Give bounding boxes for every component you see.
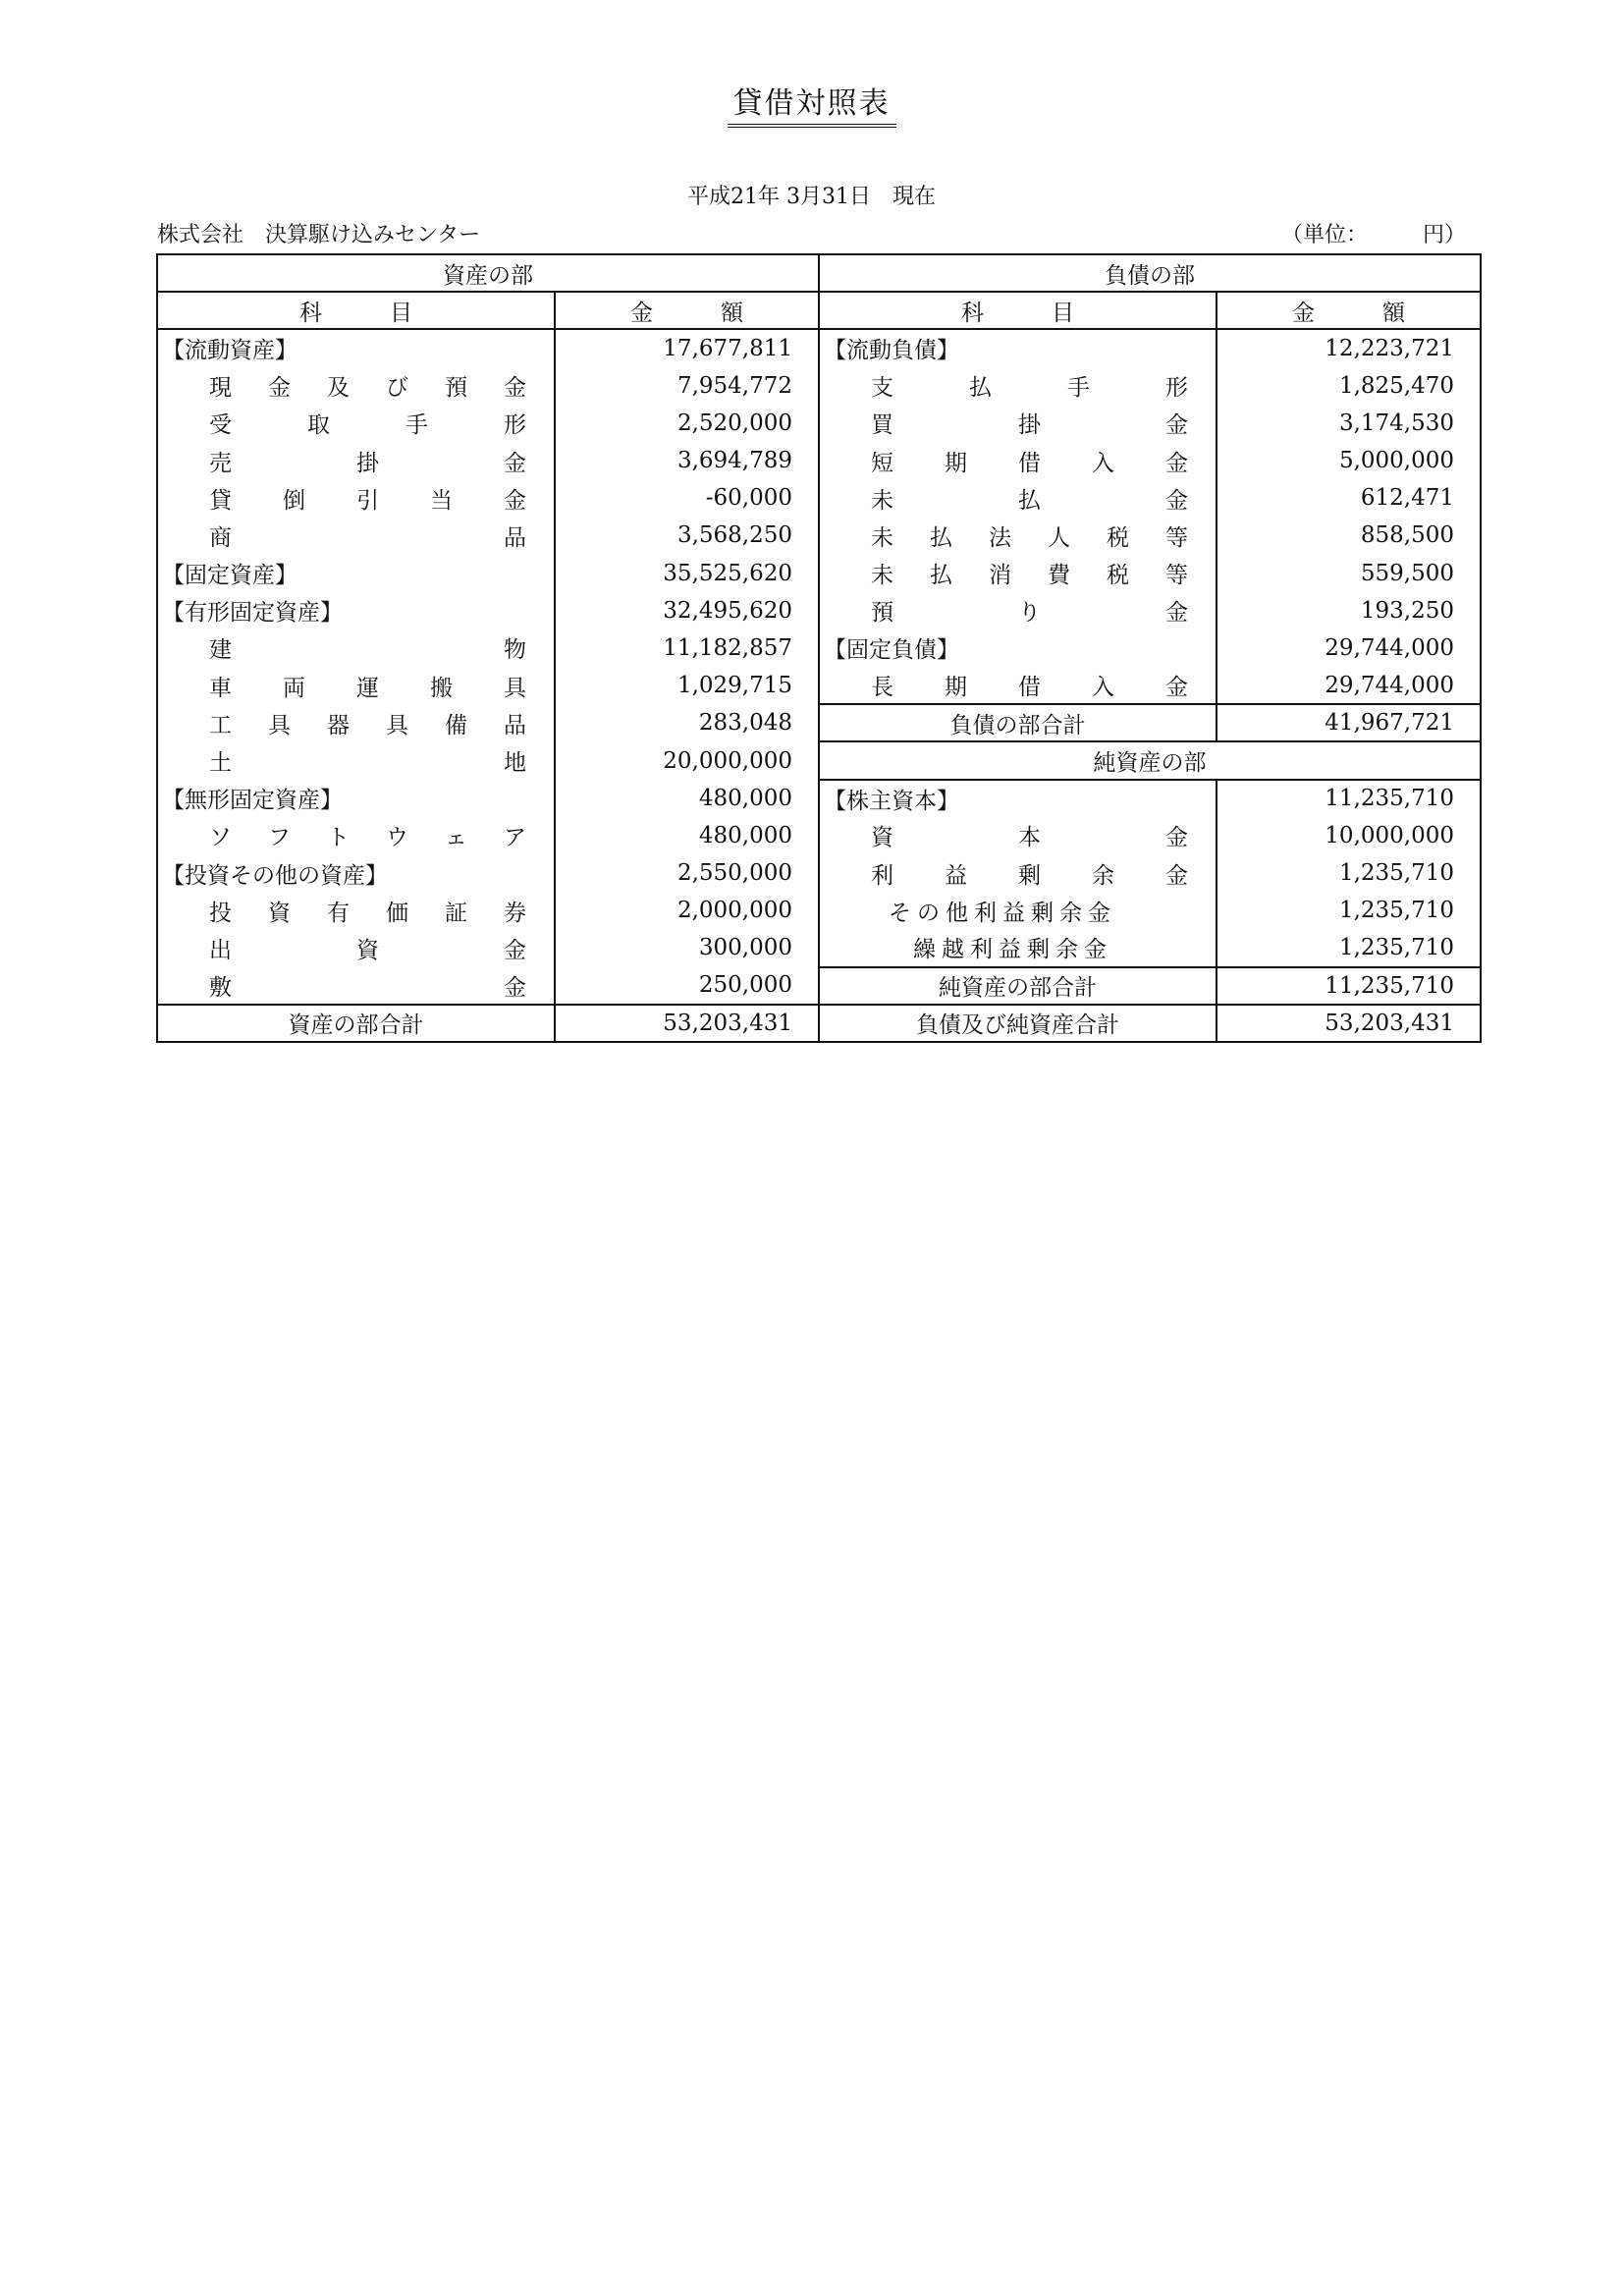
label-char: 期 (945, 450, 967, 476)
label-char: 等 (1165, 524, 1188, 551)
account-label (157, 517, 555, 554)
label-char: 金 (504, 937, 526, 963)
label-char: 払 (969, 375, 992, 402)
label-char: 搬 (430, 675, 453, 701)
label-char: ア (504, 825, 526, 851)
label-char: 預 (445, 375, 467, 402)
amount-column-header-text: 金 額 (1292, 300, 1405, 326)
amount-column-header (555, 292, 819, 329)
table-row (157, 405, 1481, 442)
account-label-text (871, 557, 1188, 589)
table-row (157, 667, 1481, 704)
label-char: 人 (1048, 524, 1070, 551)
account-label (819, 592, 1217, 629)
total-label: 純資産の部合計 (819, 967, 1217, 1005)
section-label: 【固定負債】 (819, 629, 1217, 667)
label-char: 金 (1165, 675, 1188, 701)
amount-value: 29,744,000 (1217, 629, 1481, 667)
amount-value: 20,000,000 (555, 741, 819, 779)
account-label-text (209, 670, 526, 702)
account-label-text (209, 969, 526, 1002)
account-label (157, 892, 555, 929)
amount-value: 2,000,000 (555, 892, 819, 929)
amount-column-header (1217, 292, 1481, 329)
account-label (819, 854, 1217, 892)
label-char: 具 (504, 675, 526, 701)
label-char: 証 (445, 900, 467, 926)
label-char: 物 (504, 637, 526, 664)
label-char: ウ (386, 825, 408, 851)
amount-value: 1,825,470 (1217, 367, 1481, 405)
account-label (157, 629, 555, 667)
label-char: 貸 (209, 487, 232, 514)
label-char: 金 (268, 375, 291, 402)
account-label (819, 555, 1217, 592)
section-label: 【固定資産】 (157, 555, 555, 592)
label-char: 借 (1018, 675, 1041, 701)
label-char: 借 (1018, 450, 1041, 476)
label-char: 売 (209, 450, 232, 476)
account-label (157, 967, 555, 1005)
table-row (157, 741, 1481, 779)
label-char: 手 (406, 412, 428, 439)
label-char: 取 (307, 412, 330, 439)
amount-value: 29,744,000 (1217, 667, 1481, 704)
amount-value: 250,000 (555, 967, 819, 1005)
section-label: 【株主資本】 (819, 780, 1217, 817)
label-char: 余 (1092, 862, 1114, 889)
label-char: 車 (209, 675, 232, 701)
account-label-text (871, 857, 1188, 890)
label-char: ト (327, 825, 350, 851)
unit-open: （単位： (1280, 223, 1368, 247)
label-char: 金 (1165, 825, 1188, 851)
account-label (819, 479, 1217, 517)
label-char: 期 (945, 675, 967, 701)
account-label-text (871, 819, 1188, 851)
account-label-text (209, 932, 526, 964)
account-label-text (209, 482, 526, 515)
total-label: 負債及び純資産合計 (819, 1005, 1217, 1042)
amount-value: 1,235,710 (1217, 929, 1481, 966)
net-assets-section-header: 純資産の部 (819, 741, 1481, 779)
label-char: 有 (327, 900, 350, 926)
label-char: 現 (209, 375, 232, 402)
label-char: 消 (989, 563, 1011, 589)
table-row (157, 555, 1481, 592)
label-char: 金 (1165, 862, 1188, 889)
label-char: 本 (1018, 825, 1041, 851)
label-char: 金 (504, 974, 526, 1001)
label-char: 未 (871, 487, 893, 514)
table-row (157, 329, 1481, 366)
table-row (157, 442, 1481, 479)
unit-close: 円） (1422, 223, 1466, 247)
amount-value: 559,500 (1217, 555, 1481, 592)
label-char: 手 (1067, 375, 1090, 402)
table-row (157, 704, 1481, 741)
subject-column-header (819, 292, 1217, 329)
account-label (157, 405, 555, 442)
label-char: 具 (268, 712, 291, 738)
label-char: 投 (209, 900, 232, 926)
amount-value: 11,235,710 (1217, 780, 1481, 817)
section-header-row (157, 254, 1481, 292)
amount-value: 3,174,530 (1217, 405, 1481, 442)
label-char: 金 (504, 450, 526, 476)
account-label (157, 929, 555, 966)
label-char: 形 (504, 412, 526, 439)
table-row (157, 892, 1481, 929)
table-row (157, 967, 1481, 1005)
label-char: 払 (930, 524, 952, 551)
document-title-wrap (0, 79, 1623, 128)
table-row (157, 629, 1481, 667)
amount-value: 612,471 (1217, 479, 1481, 517)
account-label (819, 517, 1217, 554)
label-char: 運 (356, 675, 379, 701)
account-label-text (871, 407, 1188, 439)
amount-value: 480,000 (555, 780, 819, 817)
table-row (157, 780, 1481, 817)
account-label-text (209, 744, 526, 777)
label-char: 工 (209, 712, 232, 738)
label-char: 及 (327, 375, 350, 402)
label-char: ェ (445, 825, 467, 851)
account-label-text (871, 519, 1188, 552)
label-char: 備 (445, 712, 467, 738)
label-char: り (1018, 600, 1041, 627)
label-char: 金 (1165, 487, 1188, 514)
amount-value: 1,235,710 (1217, 892, 1481, 929)
label-char: 金 (1165, 450, 1188, 476)
label-char: 法 (989, 524, 1011, 551)
account-label-text (209, 369, 526, 402)
label-char: 利 (871, 862, 893, 889)
label-char: 掛 (356, 450, 379, 476)
account-label (157, 667, 555, 704)
amount-value: 17,677,811 (555, 329, 819, 366)
subject-column-header-text: 科 目 (961, 300, 1074, 326)
amount-value: 35,525,620 (555, 555, 819, 592)
subsection-label: 【無形固定資産】 (157, 780, 555, 817)
account-label-text (209, 519, 526, 552)
label-char: 税 (1107, 524, 1129, 551)
amount-value: 53,203,431 (555, 1005, 819, 1042)
table-row (157, 854, 1481, 892)
total-label: 負債の部合計 (819, 704, 1217, 741)
amount-value: 12,223,721 (1217, 329, 1481, 366)
label-char: 預 (871, 600, 893, 627)
label-char: 商 (209, 524, 232, 551)
liabilities-section-header: 負債の部 (819, 254, 1481, 292)
amount-value: 480,000 (555, 817, 819, 854)
table-row (157, 817, 1481, 854)
label-char: 資 (871, 825, 893, 851)
account-label (157, 817, 555, 854)
account-label: その他利益剰余金 (819, 892, 1217, 929)
label-char: 両 (283, 675, 305, 701)
table-row (157, 367, 1481, 405)
label-char: 建 (209, 637, 232, 664)
label-char: 器 (327, 712, 350, 738)
label-char: 金 (1165, 600, 1188, 627)
account-label-text (209, 407, 526, 439)
company-name: 株式会社 決算駆け込みセンター (157, 223, 481, 247)
total-label: 資産の部合計 (157, 1005, 555, 1042)
account-label-text (871, 482, 1188, 515)
amount-value: 7,954,772 (555, 367, 819, 405)
subject-column-header-text: 科 目 (299, 300, 412, 326)
amount-value: 2,520,000 (555, 405, 819, 442)
label-char: 支 (871, 375, 893, 402)
label-char: 品 (504, 712, 526, 738)
account-label-text (209, 631, 526, 664)
amount-value: 1,029,715 (555, 667, 819, 704)
account-label (819, 405, 1217, 442)
label-char: 剰 (1018, 862, 1041, 889)
amount-value: 11,235,710 (1217, 967, 1481, 1005)
label-char: 土 (209, 750, 232, 777)
label-char: 金 (504, 487, 526, 514)
table-row (157, 592, 1481, 629)
table-row (157, 929, 1481, 966)
account-label-text (871, 445, 1188, 477)
account-label (157, 741, 555, 779)
label-char: 具 (386, 712, 408, 738)
label-char: 資 (356, 937, 379, 963)
amount-value: 32,495,620 (555, 592, 819, 629)
label-char: 等 (1165, 563, 1188, 589)
account-label (819, 817, 1217, 854)
label-char: 金 (1165, 412, 1188, 439)
amount-value: 5,000,000 (1217, 442, 1481, 479)
label-char: 税 (1107, 563, 1129, 589)
subject-column-header (157, 292, 555, 329)
label-char: 当 (430, 487, 453, 514)
label-char: 益 (945, 862, 967, 889)
label-char: び (386, 375, 408, 402)
assets-section-header: 資産の部 (157, 254, 819, 292)
account-label-text (209, 895, 526, 927)
label-char: 費 (1048, 563, 1070, 589)
amount-value: 2,550,000 (555, 854, 819, 892)
label-char: 未 (871, 524, 893, 551)
label-char: 入 (1092, 675, 1114, 701)
account-label (157, 479, 555, 517)
label-char: 短 (871, 450, 893, 476)
account-label-text (871, 594, 1188, 627)
label-char: 資 (268, 900, 291, 926)
label-char: 倒 (283, 487, 305, 514)
label-char: 価 (386, 900, 408, 926)
amount-value: 283,048 (555, 704, 819, 741)
subsection-label: 【有形固定資産】 (157, 592, 555, 629)
label-char: 未 (871, 563, 893, 589)
account-label-text (871, 369, 1188, 402)
label-char: フ (268, 825, 291, 851)
section-label: 【流動資産】 (157, 329, 555, 366)
account-label-text (209, 819, 526, 851)
amount-value: 53,203,431 (1217, 1005, 1481, 1042)
unit-label (1281, 218, 1466, 248)
account-label (819, 442, 1217, 479)
date-line: 平成21年 3月31日 現在 (687, 185, 936, 209)
label-char: 払 (930, 563, 952, 589)
account-label (157, 704, 555, 741)
amount-value: 11,182,857 (555, 629, 819, 667)
label-char: 受 (209, 412, 232, 439)
amount-value: 3,568,250 (555, 517, 819, 554)
column-header-row (157, 292, 1481, 329)
label-char: 券 (504, 900, 526, 926)
section-label: 【流動負債】 (819, 329, 1217, 366)
balance-sheet-table (156, 253, 1482, 1043)
amount-value: 193,250 (1217, 592, 1481, 629)
account-label (819, 667, 1217, 704)
label-char: 出 (209, 937, 232, 963)
account-label (819, 367, 1217, 405)
label-char: 買 (871, 412, 893, 439)
account-label (157, 442, 555, 479)
table-row (157, 1005, 1481, 1042)
label-char: ソ (209, 825, 232, 851)
account-label: 繰越利益剰余金 (819, 929, 1217, 966)
label-char: 入 (1092, 450, 1114, 476)
account-label-text (209, 707, 526, 739)
account-label-text (209, 445, 526, 477)
account-label (157, 367, 555, 405)
label-char: 地 (504, 750, 526, 777)
section-label: 【投資その他の資産】 (157, 854, 555, 892)
label-char: 引 (356, 487, 379, 514)
table-row (157, 479, 1481, 517)
table-row (157, 517, 1481, 554)
document-title: 貸借対照表 (728, 79, 896, 128)
amount-value: 41,967,721 (1217, 704, 1481, 741)
amount-value: 858,500 (1217, 517, 1481, 554)
account-label-text (871, 669, 1188, 701)
amount-value: 10,000,000 (1217, 817, 1481, 854)
label-char: 長 (871, 675, 893, 701)
amount-value: -60,000 (555, 479, 819, 517)
label-char: 形 (1165, 375, 1188, 402)
amount-value: 1,235,710 (1217, 854, 1481, 892)
label-char: 敷 (209, 974, 232, 1001)
amount-column-header-text: 金 額 (630, 300, 743, 326)
label-char: 払 (1018, 487, 1041, 514)
amount-value: 300,000 (555, 929, 819, 966)
label-char: 掛 (1018, 412, 1041, 439)
amount-value: 3,694,789 (555, 442, 819, 479)
label-char: 品 (504, 524, 526, 551)
label-char: 金 (504, 375, 526, 402)
